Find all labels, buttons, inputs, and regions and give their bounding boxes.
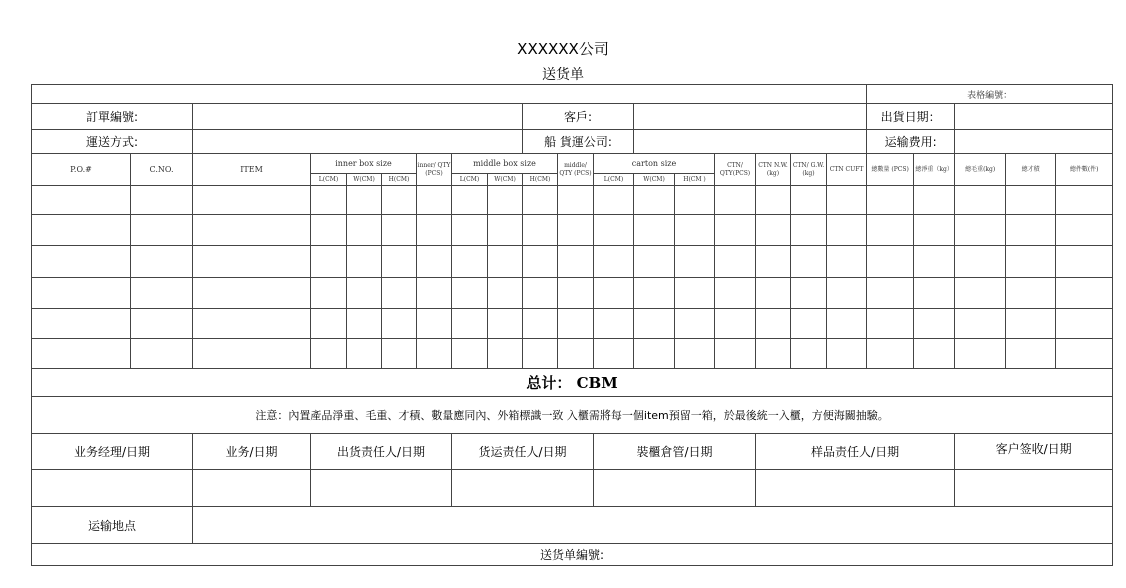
table-cell[interactable] — [791, 339, 827, 369]
table-cell[interactable] — [756, 246, 791, 278]
table-cell[interactable] — [675, 339, 715, 369]
header-middle-w: W(CM) — [488, 174, 523, 186]
table-cell[interactable] — [791, 186, 827, 215]
table-cell[interactable] — [675, 309, 715, 339]
table-cell[interactable] — [955, 278, 1006, 309]
header-carton-l: L(CM) — [594, 174, 634, 186]
table-cell[interactable] — [791, 215, 827, 246]
table-cell[interactable] — [827, 339, 867, 369]
destination-label: 运输地点 — [32, 507, 193, 544]
table-cell[interactable] — [417, 215, 452, 246]
table-cell[interactable] — [955, 186, 1006, 215]
table-cell[interactable] — [594, 215, 634, 246]
header-total-nw: 總淨重（kg） — [914, 154, 955, 186]
table-cell[interactable] — [955, 246, 1006, 278]
table-cell[interactable] — [452, 339, 488, 369]
table-cell[interactable] — [417, 186, 452, 215]
table-cell[interactable] — [914, 278, 955, 309]
ship-method-field[interactable] — [193, 130, 523, 154]
document-title: 送货单 — [542, 67, 584, 83]
table-cell[interactable] — [675, 215, 715, 246]
ship-method-label: 運送方式: — [32, 130, 193, 154]
header-middle-l: L(CM) — [452, 174, 488, 186]
table-cell[interactable] — [675, 186, 715, 215]
form-number-label: 表格編號： — [867, 85, 1113, 104]
table-cell[interactable] — [193, 215, 311, 246]
table-cell[interactable] — [417, 339, 452, 369]
table-cell[interactable] — [131, 215, 193, 246]
ship-date-label: 出貨日期： — [867, 104, 955, 130]
table-cell[interactable] — [193, 246, 311, 278]
signature-label: 业务/日期 — [193, 434, 311, 470]
table-cell[interactable] — [558, 246, 594, 278]
customer-label: 客戶: — [523, 104, 634, 130]
note-row: 注意：內置產品淨重、毛重、才積、數量應同內、外箱標識一致 入櫃需將每一個item預留一箱，於最後統一入櫃，方便海關抽驗。 — [32, 397, 1113, 434]
table-cell[interactable] — [1056, 339, 1113, 369]
table-cell[interactable] — [715, 278, 756, 309]
table-cell[interactable] — [32, 278, 131, 309]
table-cell[interactable] — [827, 186, 867, 215]
blank-cell[interactable] — [32, 85, 867, 104]
table-cell[interactable] — [1006, 246, 1056, 278]
signature-label: 出货责任人/日期 — [311, 434, 452, 470]
table-cell[interactable] — [558, 215, 594, 246]
table-cell[interactable] — [827, 278, 867, 309]
table-row — [32, 186, 1113, 215]
table-cell[interactable] — [594, 186, 634, 215]
table-row — [32, 215, 1113, 246]
table-cell[interactable] — [867, 186, 914, 215]
table-cell[interactable] — [311, 186, 347, 215]
table-cell[interactable] — [32, 339, 131, 369]
table-cell[interactable] — [488, 186, 523, 215]
delivery-form-table — [31, 84, 1113, 566]
table-cell[interactable] — [347, 186, 382, 215]
header-carton-w: W(CM) — [634, 174, 675, 186]
table-cell[interactable] — [452, 246, 488, 278]
table-cell[interactable] — [634, 309, 675, 339]
table-cell[interactable] — [452, 215, 488, 246]
header-total-cuft: 總才積 — [1006, 154, 1056, 186]
table-cell[interactable] — [347, 215, 382, 246]
carrier-field[interactable] — [634, 130, 867, 154]
table-cell[interactable] — [382, 278, 417, 309]
table-cell[interactable] — [193, 278, 311, 309]
table-row — [32, 278, 1113, 309]
signature-field[interactable] — [756, 470, 955, 507]
table-cell[interactable] — [756, 215, 791, 246]
header-carton: carton size — [594, 154, 715, 174]
table-cell[interactable] — [382, 309, 417, 339]
table-cell[interactable] — [955, 309, 1006, 339]
destination-field[interactable] — [193, 507, 1113, 544]
carrier-label: 船 貨運公司: — [523, 130, 634, 154]
table-cell[interactable] — [955, 339, 1006, 369]
table-cell[interactable] — [914, 246, 955, 278]
company-title: XXXXXX公司 — [517, 40, 609, 58]
signature-field[interactable] — [955, 470, 1113, 507]
table-cell[interactable] — [1056, 215, 1113, 246]
order-number-field[interactable] — [193, 104, 523, 130]
table-cell[interactable] — [867, 309, 914, 339]
header-middle-h: H(CM) — [523, 174, 558, 186]
table-cell[interactable] — [756, 186, 791, 215]
table-cell[interactable] — [715, 339, 756, 369]
table-cell[interactable] — [193, 309, 311, 339]
signature-field[interactable] — [311, 470, 452, 507]
table-cell[interactable] — [1006, 339, 1056, 369]
table-cell[interactable] — [715, 246, 756, 278]
table-cell[interactable] — [131, 186, 193, 215]
table-cell[interactable] — [523, 278, 558, 309]
table-cell[interactable] — [311, 309, 347, 339]
signature-label: 业务经理/日期 — [32, 434, 193, 470]
table-cell[interactable] — [914, 309, 955, 339]
signature-field[interactable] — [32, 470, 193, 507]
table-cell[interactable] — [594, 278, 634, 309]
header-ctn-gw: CTN/ G.W.(kg) — [791, 154, 827, 186]
header-total-gw: 總毛重(kg) — [955, 154, 1006, 186]
table-cell[interactable] — [417, 278, 452, 309]
table-cell[interactable] — [827, 309, 867, 339]
table-cell[interactable] — [715, 186, 756, 215]
ship-date-field[interactable] — [955, 104, 1113, 130]
table-cell[interactable] — [382, 339, 417, 369]
table-cell[interactable] — [452, 278, 488, 309]
table-row — [32, 246, 1113, 278]
signature-field[interactable] — [193, 470, 311, 507]
signature-field[interactable] — [452, 470, 594, 507]
table-cell[interactable] — [452, 309, 488, 339]
table-cell[interactable] — [558, 186, 594, 215]
table-cell[interactable] — [32, 215, 131, 246]
table-cell[interactable] — [382, 246, 417, 278]
table-cell[interactable] — [756, 278, 791, 309]
table-cell[interactable] — [347, 339, 382, 369]
table-cell[interactable] — [827, 246, 867, 278]
table-cell[interactable] — [488, 309, 523, 339]
header-inner-w: W(CM) — [347, 174, 382, 186]
table-cell[interactable] — [634, 215, 675, 246]
table-cell[interactable] — [634, 186, 675, 215]
table-cell[interactable] — [488, 339, 523, 369]
table-cell[interactable] — [488, 278, 523, 309]
table-cell[interactable] — [634, 278, 675, 309]
signature-field[interactable] — [594, 470, 756, 507]
header-total-qty: 總數量 (PCS) — [867, 154, 914, 186]
table-cell[interactable] — [347, 278, 382, 309]
table-cell[interactable] — [867, 339, 914, 369]
table-cell[interactable] — [311, 278, 347, 309]
signature-label: 货运责任人/日期 — [452, 434, 594, 470]
table-cell[interactable] — [131, 339, 193, 369]
table-cell[interactable] — [523, 215, 558, 246]
header-cno: C.NO. — [131, 154, 193, 186]
table-cell[interactable] — [523, 339, 558, 369]
table-cell[interactable] — [523, 309, 558, 339]
header-inner-qty: inner/ QTY (PCS) — [417, 154, 452, 186]
table-cell[interactable] — [867, 215, 914, 246]
table-cell[interactable] — [594, 339, 634, 369]
table-cell[interactable] — [193, 339, 311, 369]
table-cell[interactable] — [347, 246, 382, 278]
table-cell[interactable] — [193, 186, 311, 215]
header-inner-h: H(CM) — [382, 174, 417, 186]
header-carton-h: H(CM ) — [675, 174, 715, 186]
header-ctn-cuft: CTN CUFT — [827, 154, 867, 186]
table-cell[interactable] — [523, 246, 558, 278]
table-cell[interactable] — [382, 186, 417, 215]
table-cell[interactable] — [914, 339, 955, 369]
table-cell[interactable] — [791, 278, 827, 309]
table-cell[interactable] — [1056, 309, 1113, 339]
table-cell[interactable] — [1056, 278, 1113, 309]
table-cell[interactable] — [791, 246, 827, 278]
table-cell[interactable] — [715, 309, 756, 339]
table-cell[interactable] — [955, 215, 1006, 246]
table-cell[interactable] — [311, 246, 347, 278]
signature-label: 客户签收/日期 — [955, 434, 1113, 470]
header-ctn-nw: CTN N.W.(kg) — [756, 154, 791, 186]
table-cell[interactable] — [594, 309, 634, 339]
table-cell[interactable] — [914, 186, 955, 215]
table-cell[interactable] — [488, 246, 523, 278]
table-cell[interactable] — [827, 215, 867, 246]
table-cell[interactable] — [756, 309, 791, 339]
table-cell[interactable] — [32, 246, 131, 278]
header-item: ITEM — [193, 154, 311, 186]
table-cell[interactable] — [131, 246, 193, 278]
table-cell[interactable] — [311, 215, 347, 246]
header-po: P.O.# — [32, 154, 131, 186]
header-inner-l: L(CM) — [311, 174, 347, 186]
header-middle-qty: middle/ QTY (PCS) — [558, 154, 594, 186]
table-cell[interactable] — [558, 309, 594, 339]
freight-field[interactable] — [955, 130, 1113, 154]
table-cell[interactable] — [1006, 186, 1056, 215]
table-cell[interactable] — [452, 186, 488, 215]
table-cell[interactable] — [867, 246, 914, 278]
order-number-label: 訂單編號: — [32, 104, 193, 130]
table-cell[interactable] — [131, 309, 193, 339]
table-cell[interactable] — [1006, 309, 1056, 339]
table-cell[interactable] — [634, 246, 675, 278]
table-cell[interactable] — [417, 246, 452, 278]
table-cell[interactable] — [634, 339, 675, 369]
table-row — [32, 309, 1113, 339]
header-total-pcs: 總件數(件) — [1056, 154, 1113, 186]
table-cell[interactable] — [675, 246, 715, 278]
table-cell[interactable] — [594, 246, 634, 278]
table-cell[interactable] — [914, 215, 955, 246]
header-inner-box: inner box size — [311, 154, 417, 174]
table-cell[interactable] — [867, 278, 914, 309]
table-cell[interactable] — [756, 339, 791, 369]
table-cell[interactable] — [1006, 215, 1056, 246]
table-cell[interactable] — [32, 309, 131, 339]
table-cell[interactable] — [675, 278, 715, 309]
table-row — [32, 339, 1113, 369]
table-cell[interactable] — [1056, 246, 1113, 278]
table-cell[interactable] — [347, 309, 382, 339]
table-cell[interactable] — [715, 215, 756, 246]
table-cell[interactable] — [523, 186, 558, 215]
table-cell[interactable] — [558, 278, 594, 309]
table-cell[interactable] — [558, 339, 594, 369]
table-cell[interactable] — [791, 309, 827, 339]
table-cell[interactable] — [311, 339, 347, 369]
table-cell[interactable] — [32, 186, 131, 215]
signature-label: 裝櫃倉管/日期 — [594, 434, 756, 470]
signature-label: 样品责任人/日期 — [756, 434, 955, 470]
header-ctn-qty: CTN/ QTY(PCS) — [715, 154, 756, 186]
table-cell[interactable] — [1056, 186, 1113, 215]
table-cell[interactable] — [1006, 278, 1056, 309]
table-cell[interactable] — [382, 215, 417, 246]
table-cell[interactable] — [488, 215, 523, 246]
total-row: 总计： CBM — [32, 369, 1113, 397]
table-cell[interactable] — [417, 309, 452, 339]
freight-label: 运输费用: — [867, 130, 955, 154]
customer-field[interactable] — [634, 104, 867, 130]
delivery-number-label: 送货单編號: — [32, 544, 1113, 566]
table-cell[interactable] — [131, 278, 193, 309]
header-middle-box: middle box size — [452, 154, 558, 174]
